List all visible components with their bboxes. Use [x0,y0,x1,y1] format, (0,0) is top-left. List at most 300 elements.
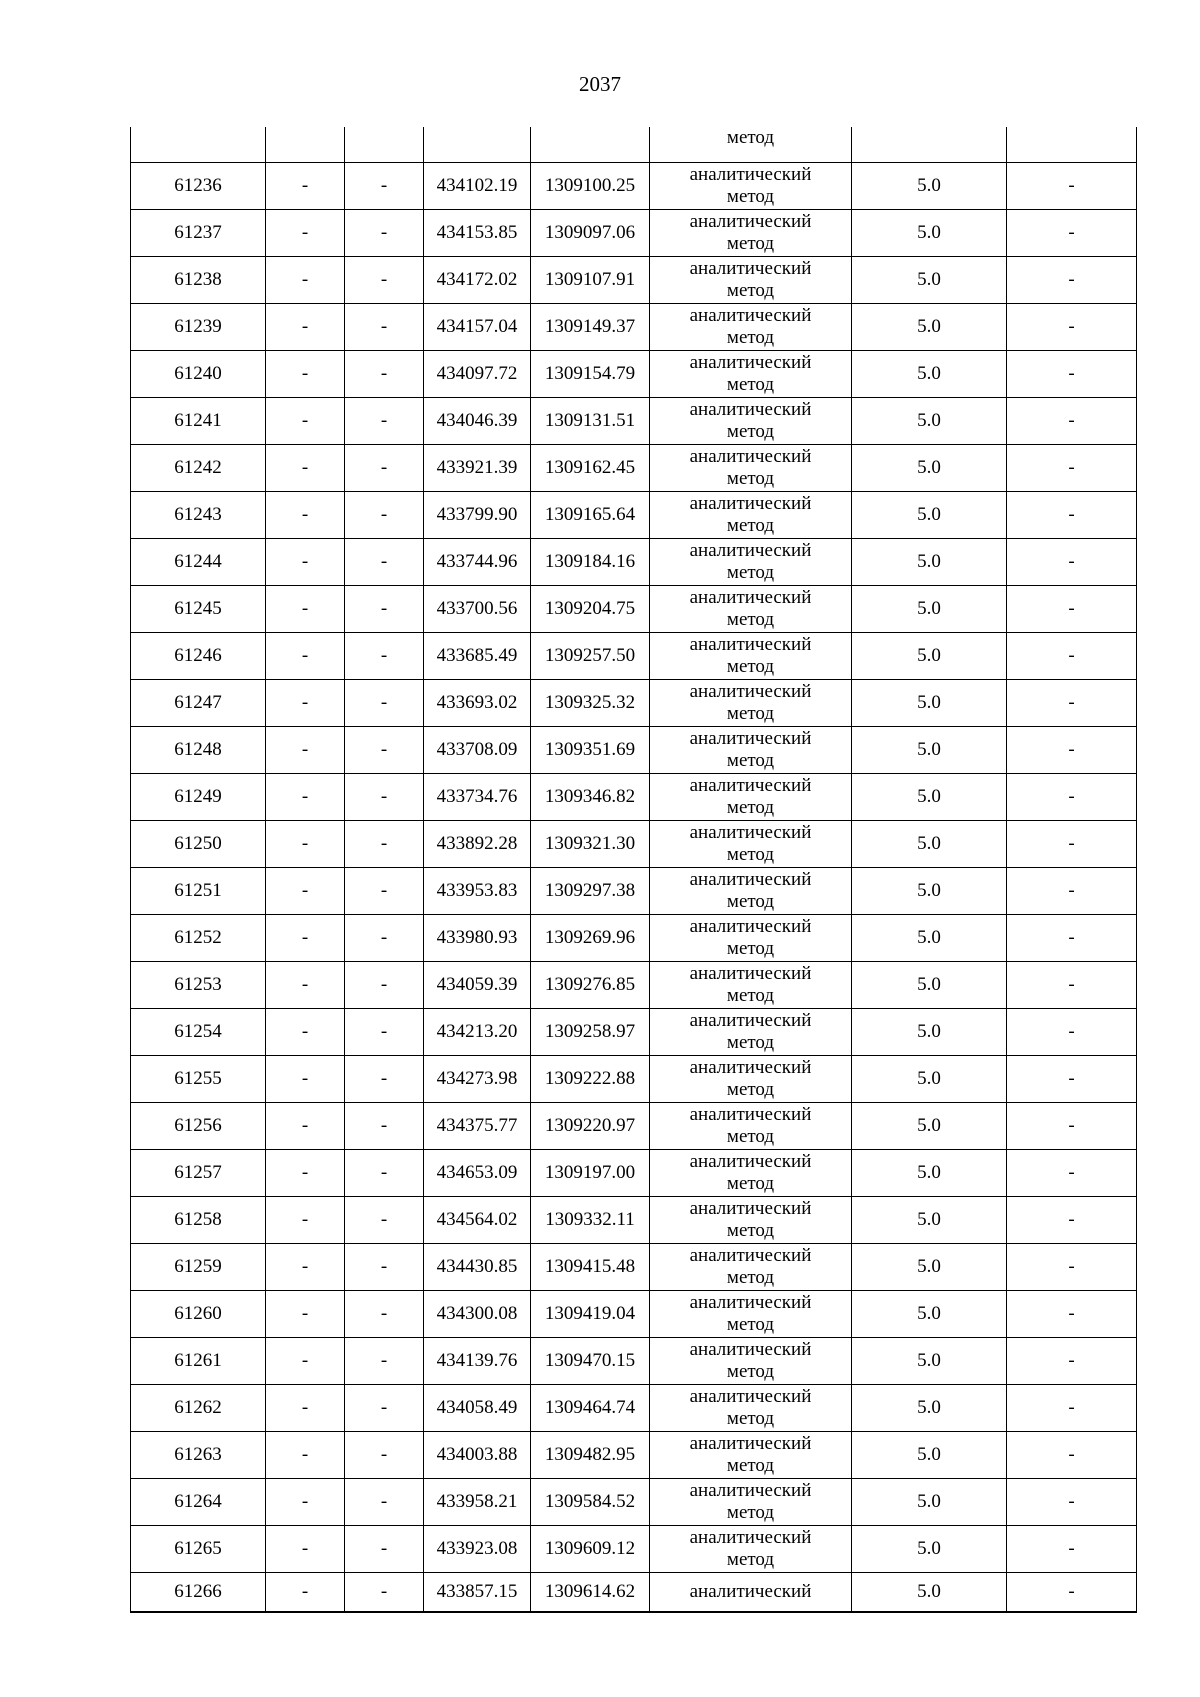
method-line-1: аналитический [689,1339,812,1360]
cell-method [650,1432,852,1479]
page-number: 2037 [579,72,621,96]
cell-y [531,127,650,163]
method-line-2: метод [726,327,775,348]
cell-x: 433980.93 [424,915,531,962]
method-line-1: аналитический [689,1527,812,1548]
table-row [131,1103,1137,1150]
cell-note: - [1007,304,1137,351]
cell-id: 61244 [131,539,266,586]
method-line-1: аналитический [689,1104,812,1125]
cell-x: 433958.21 [424,1479,531,1526]
cell-method [650,1056,852,1103]
method-line-2: метод [726,844,775,865]
cell-col3: - [345,727,424,774]
cell-note: - [1007,1244,1137,1291]
cell-accuracy: 5.0 [852,1479,1007,1526]
cell-x: 434430.85 [424,1244,531,1291]
method-line-2: метод [726,1173,775,1194]
cell-y: 1309165.64 [531,492,650,539]
cell-note: - [1007,727,1137,774]
table-row [131,868,1137,915]
cell-x: 433921.39 [424,445,531,492]
cell-y: 1309269.96 [531,915,650,962]
cell-method [650,727,852,774]
cell-y: 1309131.51 [531,398,650,445]
cell-note: - [1007,398,1137,445]
cell-y: 1309257.50 [531,633,650,680]
cell-accuracy: 5.0 [852,962,1007,1009]
cell-accuracy: 5.0 [852,1385,1007,1432]
method-line-1: аналитический [689,1198,812,1219]
cell-accuracy: 5.0 [852,1103,1007,1150]
table-row [131,1056,1137,1103]
cell-note: - [1007,1056,1137,1103]
cell-accuracy: 5.0 [852,821,1007,868]
cell-col3: - [345,633,424,680]
cell-col2: - [266,398,345,445]
cell-id: 61240 [131,351,266,398]
cell-note: - [1007,1432,1137,1479]
method-line-2: метод [726,797,775,818]
method-line-1: аналитический [689,352,812,373]
coordinates-table [130,127,1137,1613]
cell-method [650,1385,852,1432]
cell-note: - [1007,1385,1137,1432]
cell-x: 433700.56 [424,586,531,633]
cell-accuracy: 5.0 [852,586,1007,633]
cell-x: 434273.98 [424,1056,531,1103]
cell-col2: - [266,915,345,962]
cell-id: 61262 [131,1385,266,1432]
cell-x: 434102.19 [424,163,531,210]
table-row [131,1009,1137,1056]
cell-col3: - [345,1432,424,1479]
table-row [131,1385,1137,1432]
cell-col2: - [266,1291,345,1338]
cell-col2: - [266,304,345,351]
cell-method [650,1573,852,1613]
cell-id: 61263 [131,1432,266,1479]
cell-col3: - [345,1103,424,1150]
table-row [131,398,1137,445]
cell-x: 434564.02 [424,1197,531,1244]
method-line-1: аналитический [689,869,812,890]
table-row [131,586,1137,633]
cell-id: 61265 [131,1526,266,1573]
method-line-2: метод [726,1549,775,1570]
cell-accuracy: 5.0 [852,492,1007,539]
cell-col3: - [345,1479,424,1526]
cell-method [650,868,852,915]
cell-note: - [1007,821,1137,868]
cell-x: 434172.02 [424,257,531,304]
cell-method [650,127,852,163]
cell-col2 [266,127,345,163]
cell-note: - [1007,1103,1137,1150]
table-row [131,257,1137,304]
cell-col2: - [266,680,345,727]
cell-x: 433953.83 [424,868,531,915]
cell-method [650,210,852,257]
cell-id: 61238 [131,257,266,304]
cell-col2: - [266,1432,345,1479]
cell-col2: - [266,1103,345,1150]
cell-y: 1309222.88 [531,1056,650,1103]
cell-id: 61236 [131,163,266,210]
method-line-2: метод [726,1032,775,1053]
method-line-2: метод [726,515,775,536]
cell-id: 61260 [131,1291,266,1338]
cell-accuracy: 5.0 [852,257,1007,304]
cell-col2: - [266,1385,345,1432]
cell-col2: - [266,868,345,915]
cell-id: 61250 [131,821,266,868]
cell-y: 1309482.95 [531,1432,650,1479]
method-line-1: аналитический [689,164,812,185]
cell-accuracy: 5.0 [852,210,1007,257]
cell-y: 1309276.85 [531,962,650,1009]
cell-col3: - [345,163,424,210]
cell-y: 1309154.79 [531,351,650,398]
cell-method [650,962,852,1009]
cell-col2: - [266,1526,345,1573]
cell-accuracy: 5.0 [852,163,1007,210]
cell-note: - [1007,1197,1137,1244]
cell-note: - [1007,1150,1137,1197]
cell-accuracy: 5.0 [852,1009,1007,1056]
cell-col2: - [266,210,345,257]
method-line-1: аналитический [689,916,812,937]
cell-x: 433708.09 [424,727,531,774]
cell-accuracy: 5.0 [852,1197,1007,1244]
cell-note: - [1007,680,1137,727]
table-row [131,1291,1137,1338]
method-line-1: аналитический [689,446,812,467]
cell-note: - [1007,539,1137,586]
cell-note: - [1007,492,1137,539]
cell-accuracy: 5.0 [852,1338,1007,1385]
method-line-1: аналитический [689,493,812,514]
table-body [131,127,1137,1612]
cell-note: - [1007,1291,1137,1338]
cell-col2: - [266,257,345,304]
table-row [131,1526,1137,1573]
method-line-1: аналитический [689,1057,812,1078]
method-line-1: аналитический [689,211,812,232]
table-row [131,680,1137,727]
cell-y: 1309470.15 [531,1338,650,1385]
method-line-1: аналитический [689,728,812,749]
cell-accuracy: 5.0 [852,868,1007,915]
method-line-2: метод [726,280,775,301]
method-line-2: метод [726,1361,775,1382]
cell-x: 433799.90 [424,492,531,539]
cell-note: - [1007,163,1137,210]
table-row [131,1338,1137,1385]
method-line-2: метод [726,656,775,677]
cell-col2: - [266,727,345,774]
method-line-1: аналитический [689,963,812,984]
cell-col3: - [345,962,424,1009]
cell-id: 61256 [131,1103,266,1150]
method-line-2: метод [726,938,775,959]
cell-col2: - [266,1150,345,1197]
cell-col2: - [266,539,345,586]
cell-col3: - [345,1056,424,1103]
cell-accuracy: 5.0 [852,680,1007,727]
method-line-1: аналитический [689,634,812,655]
method-line-1: аналитический [689,305,812,326]
table-row [131,1479,1137,1526]
cell-method [650,586,852,633]
cell-note: - [1007,257,1137,304]
cell-accuracy: 5.0 [852,727,1007,774]
cell-y: 1309415.48 [531,1244,650,1291]
cell-id: 61246 [131,633,266,680]
table-row [131,1432,1137,1479]
table-row [131,539,1137,586]
cell-id: 61258 [131,1197,266,1244]
method-line-1: аналитический [689,1292,812,1313]
cell-x: 434213.20 [424,1009,531,1056]
method-line-2: метод [726,186,775,207]
cell-x: 433693.02 [424,680,531,727]
table-row [131,915,1137,962]
cell-id: 61248 [131,727,266,774]
cell-note: - [1007,1573,1137,1613]
method-line-2: метод [726,1314,775,1335]
method-line-1: аналитический [689,775,812,796]
cell-note: - [1007,962,1137,1009]
cell-accuracy: 5.0 [852,398,1007,445]
cell-accuracy: 5.0 [852,1573,1007,1613]
cell-id: 61249 [131,774,266,821]
cell-x: 433923.08 [424,1526,531,1573]
cell-y: 1309204.75 [531,586,650,633]
cell-x: 434046.39 [424,398,531,445]
cell-note: - [1007,774,1137,821]
method-line-1: аналитический [689,540,812,561]
cell-note: - [1007,1009,1137,1056]
cell-note: - [1007,633,1137,680]
method-line-1: аналитический [689,1433,812,1454]
cell-col2: - [266,586,345,633]
cell-x: 433744.96 [424,539,531,586]
cell-y: 1309258.97 [531,1009,650,1056]
cell-x: 433892.28 [424,821,531,868]
table-row [131,492,1137,539]
cell-col2: - [266,774,345,821]
table-row [131,445,1137,492]
cell-x: 434300.08 [424,1291,531,1338]
method-line: метод [726,127,775,148]
cell-x: 433857.15 [424,1573,531,1613]
method-line-2: метод [726,1267,775,1288]
cell-col2: - [266,633,345,680]
cell-y: 1309584.52 [531,1479,650,1526]
cell-id: 61245 [131,586,266,633]
cell-col3: - [345,1573,424,1613]
cell-note: - [1007,351,1137,398]
cell-accuracy: 5.0 [852,633,1007,680]
cell-id [131,127,266,163]
table-row [131,727,1137,774]
cell-id: 61252 [131,915,266,962]
method-line-2: метод [726,1220,775,1241]
cell-col2: - [266,351,345,398]
cell-note: - [1007,210,1137,257]
cell-col3: - [345,210,424,257]
cell-note: - [1007,1338,1137,1385]
cell-method [650,1150,852,1197]
table-row [131,633,1137,680]
cell-y: 1309614.62 [531,1573,650,1613]
cell-col3: - [345,868,424,915]
cell-method [650,445,852,492]
cell-y: 1309321.30 [531,821,650,868]
cell-accuracy [852,127,1007,163]
method-line-2: метод [726,1079,775,1100]
cell-note: - [1007,915,1137,962]
cell-col2: - [266,1573,345,1613]
cell-accuracy: 5.0 [852,915,1007,962]
cell-x: 434139.76 [424,1338,531,1385]
cell-method [650,633,852,680]
cell-x: 434375.77 [424,1103,531,1150]
cell-col2: - [266,1244,345,1291]
cell-col3: - [345,821,424,868]
cell-col2: - [266,821,345,868]
method-line-2: метод [726,1408,775,1429]
cell-method [650,351,852,398]
cell-id: 61259 [131,1244,266,1291]
cell-x: 434059.39 [424,962,531,1009]
table-row [131,304,1137,351]
cell-col2: - [266,962,345,1009]
cell-method [650,1197,852,1244]
method-line-2: метод [726,703,775,724]
cell-accuracy: 5.0 [852,351,1007,398]
cell-id: 61251 [131,868,266,915]
cell-accuracy: 5.0 [852,539,1007,586]
cell-accuracy: 5.0 [852,774,1007,821]
cell-method [650,1526,852,1573]
cell-col2: - [266,1056,345,1103]
cell-y: 1309220.97 [531,1103,650,1150]
cell-method [650,398,852,445]
method-line-2: метод [726,891,775,912]
cell-y: 1309197.00 [531,1150,650,1197]
cell-y: 1309419.04 [531,1291,650,1338]
cell-x: 434003.88 [424,1432,531,1479]
cell-col3: - [345,398,424,445]
cell-accuracy: 5.0 [852,1150,1007,1197]
cell-col3: - [345,1197,424,1244]
cell-accuracy: 5.0 [852,445,1007,492]
table-row [131,1573,1137,1613]
cell-note: - [1007,868,1137,915]
cell-y: 1309464.74 [531,1385,650,1432]
cell-accuracy: 5.0 [852,1432,1007,1479]
cell-col2: - [266,163,345,210]
cell-x: 433734.76 [424,774,531,821]
cell-col3: - [345,915,424,962]
cell-col3: - [345,774,424,821]
cell-id: 61247 [131,680,266,727]
cell-y: 1309162.45 [531,445,650,492]
cell-accuracy: 5.0 [852,1056,1007,1103]
method-line-2: метод [726,374,775,395]
cell-method [650,1244,852,1291]
cell-id: 61257 [131,1150,266,1197]
cell-y: 1309107.91 [531,257,650,304]
cell-col3: - [345,351,424,398]
cell-method [650,304,852,351]
cell-col3: - [345,539,424,586]
cell-y: 1309346.82 [531,774,650,821]
method-line-1: аналитический [689,587,812,608]
cell-x: 434058.49 [424,1385,531,1432]
cell-y: 1309609.12 [531,1526,650,1573]
cell-id: 61255 [131,1056,266,1103]
table-row [131,1197,1137,1244]
method-line-1: аналитический [689,1245,812,1266]
cell-method [650,774,852,821]
cell-y: 1309100.25 [531,163,650,210]
cell-method [650,1338,852,1385]
method-line-2: метод [726,1126,775,1147]
cell-col3: - [345,257,424,304]
cell-method [650,1479,852,1526]
cell-x: 434097.72 [424,351,531,398]
cell-x: 434157.04 [424,304,531,351]
cell-note [1007,127,1137,163]
cell-col2: - [266,1338,345,1385]
cell-x [424,127,531,163]
cell-y: 1309097.06 [531,210,650,257]
cell-note: - [1007,586,1137,633]
table-row [131,163,1137,210]
cell-col3: - [345,1526,424,1573]
method-line-1: аналитический [689,1480,812,1501]
method-line-2: метод [726,562,775,583]
cell-id: 61266 [131,1573,266,1613]
method-line-1: аналитический [689,1010,812,1031]
cell-id: 61261 [131,1338,266,1385]
cell-method [650,1009,852,1056]
cell-id: 61237 [131,210,266,257]
cell-col2: - [266,1009,345,1056]
cell-x: 433685.49 [424,633,531,680]
cell-col3: - [345,1150,424,1197]
cell-col3: - [345,1338,424,1385]
method-line-2: метод [726,421,775,442]
cell-col3: - [345,1385,424,1432]
method-line-2: метод [726,750,775,771]
table-row [131,821,1137,868]
cell-y: 1309325.32 [531,680,650,727]
cell-col3: - [345,586,424,633]
cell-method [650,1291,852,1338]
cell-note: - [1007,1479,1137,1526]
method-line-1: аналитический [689,1581,812,1602]
cell-col2: - [266,445,345,492]
cell-id: 61264 [131,1479,266,1526]
method-line-2: метод [726,1455,775,1476]
cell-id: 61242 [131,445,266,492]
cell-col3: - [345,1244,424,1291]
table-row [131,1150,1137,1197]
